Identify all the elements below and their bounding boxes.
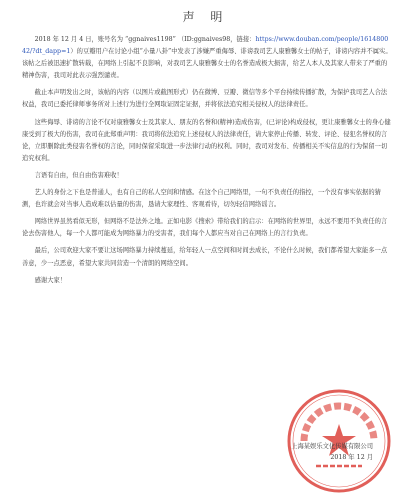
signature-block [291, 441, 373, 463]
document-title: 声 明 [182, 10, 229, 24]
paragraph-6: 网络世界虽然看似无形，但网络不是法外之地。正如电影《搜索》带给我们的启示：在网络的世界里，永远不要用不负责任的言论去伤害他人，每一个人都可能成为网络暴力的受害者，我们每个人都应当对自己在网络上的言行负责。 [22, 218, 388, 238]
paragraph-1 [22, 34, 392, 82]
paragraph-3: 这些侮辱、诽谤的言论不仅对康雅馨女士及其家人、朋友的名誉和(精神)造成伤害，(已评论)构成侵权，更让康雅馨女士的身心健康受到了极大的伤害，我司在此郑重声明：我司将依法追究上述侵权人的法律责任，请大家停止传播、转发、评论、侵犯名誉权的言论，立即删除此类侵害名誉权的言论，同时保留采取进一步法律行动的权利。同时，我司对发布、传播相关不实信息的行为保留一切追究权利。 [22, 118, 391, 162]
paragraph-2: 截止本声明发出之时，该帖的内容（以图片或截图形式）仍在微博、豆瓣、微信等多个平台持续传播扩散，为保护我司艺人合法权益，我司已委托律师事务所对上述行为进行全网取证固定证据，并将依法追究相关侵权人的法律责任。 [22, 89, 388, 109]
paragraph-5: 艺人的身份之下也是普通人，也有自己的私人空间和情感。在这个自己网络里，一句不负责任的指控，一个没有事实依据的猜测，也许就会对当事人造成难以估量的伤害，恳请大家理性、客观看待，切勿轻信网络谣言。 [22, 189, 381, 209]
signing-company: 上海某娱乐文化传媒有限公司 [291, 443, 373, 450]
signing-date: 2018 年 12 月 [330, 454, 373, 461]
paragraph-8: 感谢大家！ [34, 276, 67, 284]
paragraph-4: 言语有自由，但自由伤害难收！ [34, 171, 123, 179]
paragraph-1-text-a: 2018 年 12 月 4 日，账号名为 “ggnaives1198” （ID:ggnaives98，链接： [34, 36, 256, 43]
douban-link[interactable]: https://www.douban.com/people/161480042/?dt_dapp=1 [22, 36, 389, 56]
paragraph-1-text-b: ）的豆瓣用户在讨论小组“小量八卦”中发表了涉嫌严重侮辱、诽谤我司艺人康雅馨女士的帖子，诽谤内容并不属实。该帖之后被迅速扩散转载，在网络上引起不良影响，对我司艺人康雅馨女士的名誉造成极大损害，给艺人本人及其家人带来了严重的精神伤害，我司对此表示强烈谴责。 [22, 48, 392, 80]
paragraph-7: 最后，公司欢迎大家不要让这场网络暴力持续蔓延，给年轻人一点空间和时间去成长，不论什么时候，我们都希望大家能多一点善意，少一点恶意，希望大家共同营造一个清朗的网络空间。 [22, 247, 388, 267]
document-body [22, 34, 392, 292]
